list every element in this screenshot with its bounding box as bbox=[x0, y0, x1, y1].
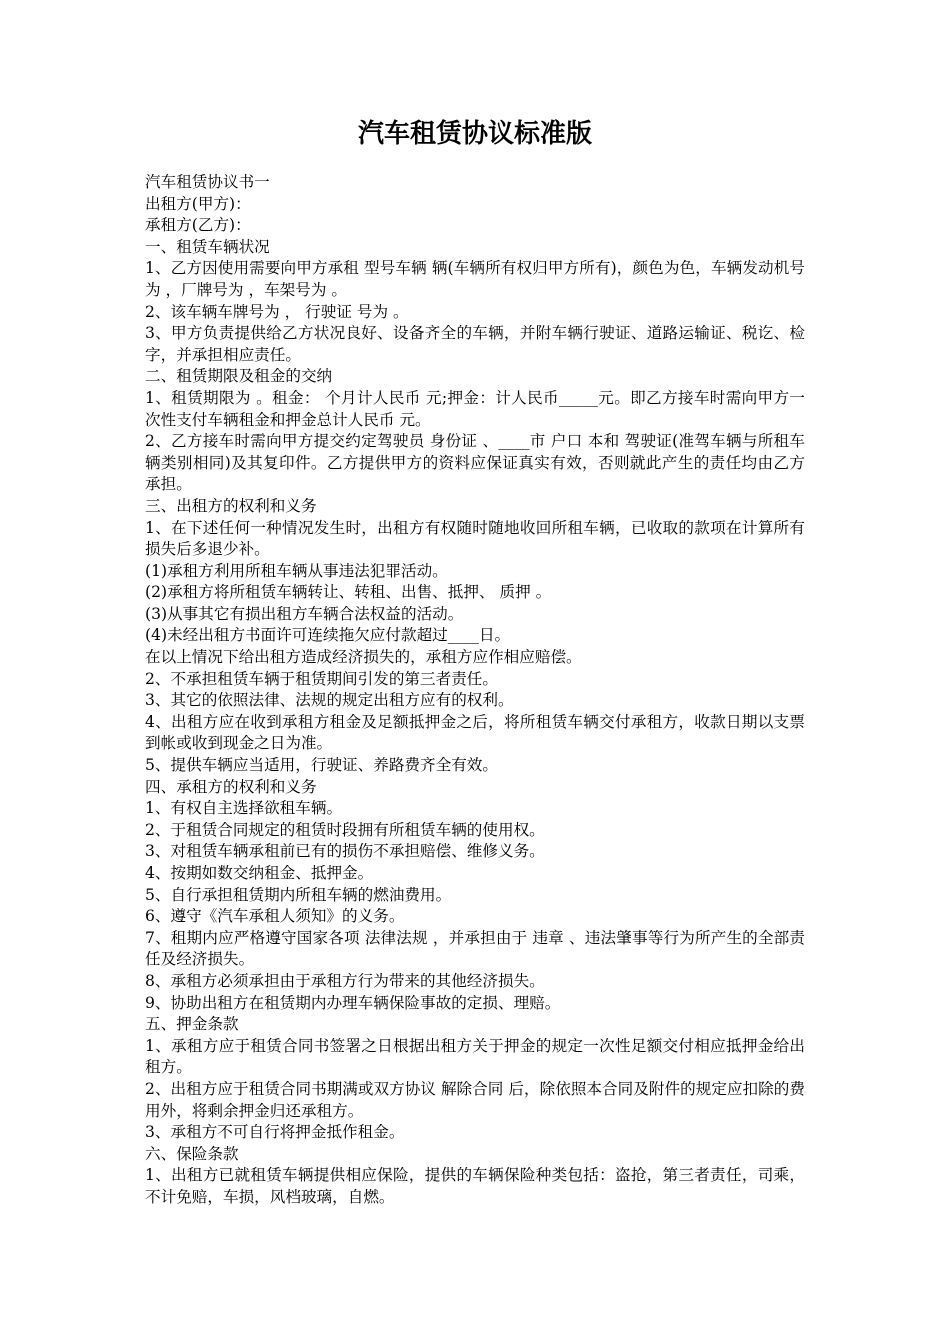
document-paragraph: 1、乙方因使用需要向甲方承租 型号车辆 辆(车辆所有权归甲方所有)，颜色为色，车辆发动机号为 ，厂牌号为 ，车架号为 。 bbox=[145, 259, 805, 299]
document-paragraph: 2、不承担租赁车辆于租赁期间引发的第三者责任。 bbox=[145, 669, 498, 688]
document-paragraph: 2、于租赁合同规定的租赁时段拥有所租赁车辆的使用权。 bbox=[145, 820, 545, 839]
document-paragraph: 一、租赁车辆状况 bbox=[145, 237, 270, 256]
document-paragraph: 出租方(甲方)： bbox=[145, 194, 251, 213]
document-paragraph: 二、租赁期限及租金的交纳 bbox=[145, 367, 333, 386]
document-paragraph: 1、有权自主选择欲租车辆。 bbox=[145, 799, 343, 818]
document-paragraph: 5、自行承担租赁期内所租车辆的燃油费用。 bbox=[145, 885, 452, 904]
document-paragraph: 2、出租方应于租赁合同书期满或双方协议 解除合同 后，除依照本合同及附件的规定应扣除的费用外，将剩余押金归还承租方。 bbox=[145, 1079, 805, 1120]
document-paragraph: 汽车租赁协议书一 bbox=[145, 173, 270, 191]
document-body bbox=[145, 172, 805, 1209]
document-paragraph: 2、乙方接车时需向甲方提交约定驾驶员 身份证 、____市 户口 本和 驾驶证(准驾车辆与所租车辆类别相同)及其复印件。乙方提供甲方的资料应保证真实有效，否则就此产生的责任均由乙方承担。 bbox=[145, 432, 805, 494]
document-paragraph: (3)从事其它有损出租方车辆合法权益的活动。 bbox=[145, 604, 464, 623]
document-paragraph: 承租方(乙方)： bbox=[145, 216, 251, 235]
document-paragraph: 3、其它的依照法律、法规的规定出租方应有的权利。 bbox=[145, 691, 514, 710]
document-paragraph: 六、保险条款 bbox=[145, 1144, 239, 1163]
document-paragraph: 四、承租方的权利和义务 bbox=[145, 777, 317, 796]
document-paragraph: 1、出租方已就租赁车辆提供相应保险，提供的车辆保险种类包括：盗抢，第三者责任，司乘，不计免赔，车损，风档玻璃，自燃。 bbox=[145, 1166, 805, 1206]
document-paragraph: 9、协助出租方在租赁期内办理车辆保险事故的定损、理赔。 bbox=[145, 993, 561, 1012]
document-paragraph: 1、在下述任何一种情况发生时，出租方有权随时随地收回所租车辆，已收取的款项在计算所有损失后多退少补。 bbox=[145, 518, 805, 559]
document-paragraph: 7、租期内应严格遵守国家各项 法律法规 ，并承担由于 违章 、违法肇事等行为所产生的全部责任及经济损失。 bbox=[145, 928, 805, 969]
document-paragraph: 8、承租方必须承担由于承租方行为带来的其他经济损失。 bbox=[145, 971, 545, 990]
document-paragraph: 6、遵守《汽车承租人须知》的义务。 bbox=[145, 907, 405, 926]
document-title: 汽车租赁协议标准版 bbox=[357, 119, 592, 149]
document-paragraph: 3、对租赁车辆承租前已有的损伤不承担赔偿、维修义务。 bbox=[145, 842, 545, 861]
document-paragraph: (1)承租方利用所租车辆从事违法犯罪活动。 bbox=[145, 561, 448, 580]
document-paragraph: 1、租赁期限为 。租金： 个月计人民币 元;押金：计人民币_____元。即乙方接车时需向甲方一次性支付车辆租金和押金总计人民币 元。 bbox=[145, 388, 805, 429]
document-paragraph: 1、承租方应于租赁合同书签署之日根据出租方关于押金的规定一次性足额交付相应抵押金给出租方。 bbox=[145, 1036, 805, 1077]
document-paragraph: 3、甲方负责提供给乙方状况良好、设备齐全的车辆，并附车辆行驶证、道路运输证、税讫、检字，并承担相应责任。 bbox=[145, 324, 805, 364]
document-paragraph: 4、出租方应在收到承租方租金及足额抵押金之后，将所租赁车辆交付承租方，收款日期以支票到帐或收到现金之日为准。 bbox=[145, 712, 805, 753]
document-paragraph: 3、承租方不可自行将押金抵作租金。 bbox=[145, 1123, 405, 1142]
document-paragraph: (4)未经出租方书面许可连续拖欠应付款超过____日。 bbox=[145, 626, 511, 645]
document-paragraph: 2、该车辆车牌号为 ， 行驶证 号为 。 bbox=[145, 302, 409, 321]
document-paragraph: 五、押金条款 bbox=[145, 1015, 239, 1034]
document-paragraph: 4、按期如数交纳租金、抵押金。 bbox=[145, 864, 374, 882]
document-paragraph: 在以上情况下给出租方造成经济损失的，承租方应作相应赔偿。 bbox=[145, 648, 582, 667]
document-paragraph: 5、提供车辆应当适用，行驶证、养路费齐全有效。 bbox=[145, 756, 498, 775]
document-paragraph: 三、出租方的权利和义务 bbox=[145, 496, 317, 515]
document-paragraph: (2)承租方将所租赁车辆转让、转租、出售、抵押、 质押 。 bbox=[145, 583, 552, 602]
